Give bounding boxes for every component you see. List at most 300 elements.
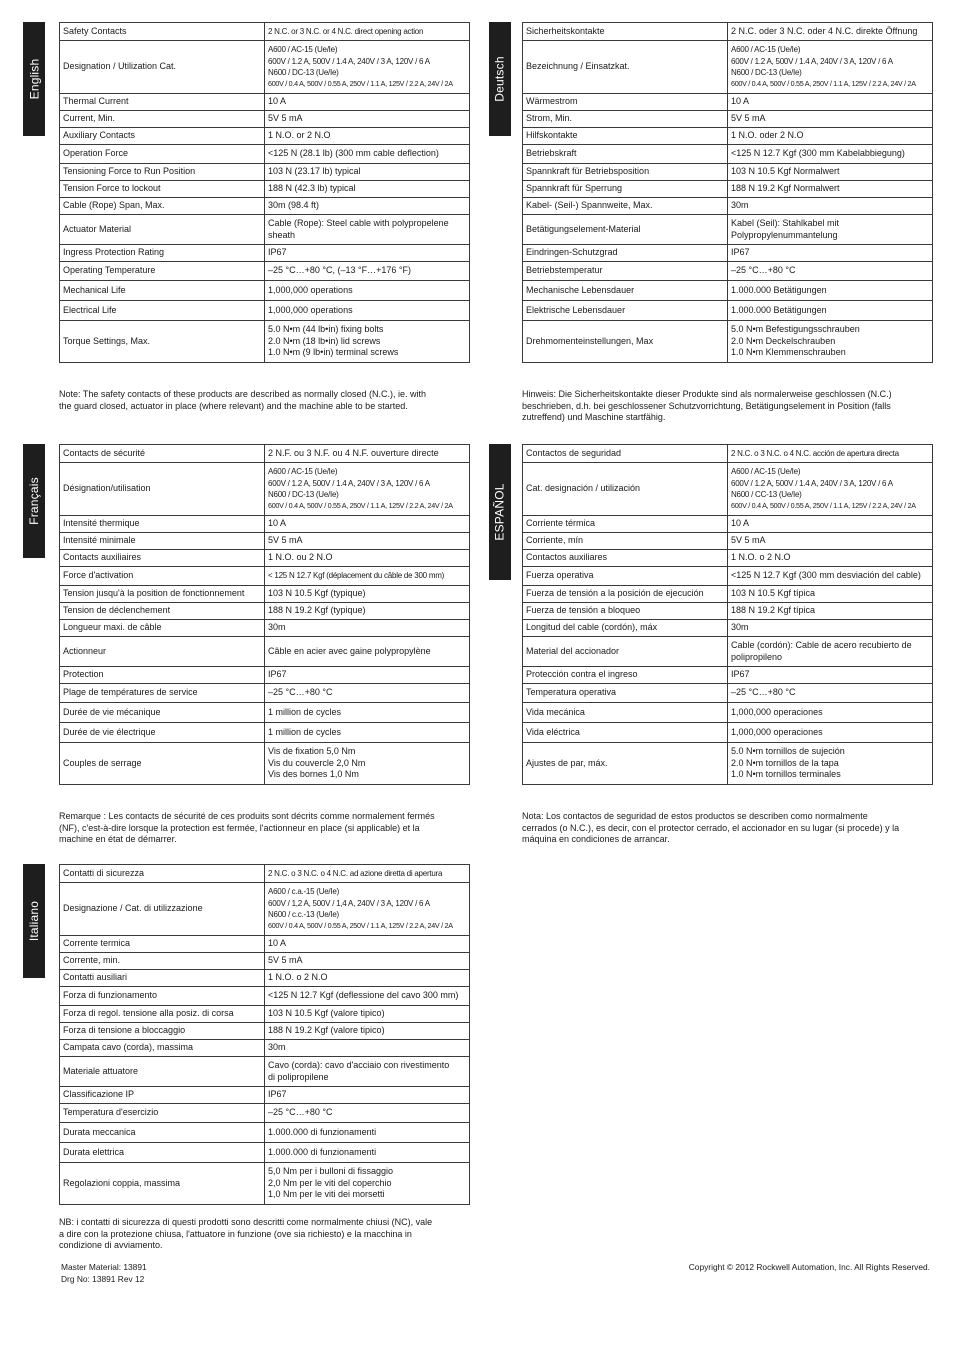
spec-value-line: 2 N.F. ou 3 N.F. ou 4 N.F. ouverture directe (268, 447, 439, 458)
spec-label: Forza di funzionamento (60, 987, 265, 1006)
spec-value-line: 30m (268, 622, 286, 633)
table-row (60, 953, 470, 970)
spec-value-line: 10 A (731, 518, 750, 529)
spec-label: Classificazione IP (60, 1087, 265, 1104)
spec-label: Designazione / Cat. di utilizzazione (60, 883, 265, 936)
spec-value (728, 723, 933, 743)
spec-value (265, 1143, 470, 1163)
table-row (60, 281, 470, 301)
table-row (60, 321, 470, 363)
table-row (60, 1006, 470, 1023)
spec-value (265, 301, 470, 321)
drawing-number: Drg No: 13891 Rev 12 (61, 1273, 145, 1284)
note-english (59, 389, 469, 412)
spec-value (265, 936, 470, 953)
tab-francais: Français (23, 444, 45, 558)
spec-value (728, 603, 933, 620)
table-row (60, 111, 470, 128)
spec-value (265, 1104, 470, 1123)
spec-label: Betätigungselement-Material (523, 215, 728, 245)
table-row (60, 301, 470, 321)
spec-label: Forza di tensione a bloccaggio (60, 1023, 265, 1040)
spec-value (728, 145, 933, 164)
spec-value-line: Vis de fixation 5,0 Nm (268, 746, 356, 757)
note-line: condizione di avviamento. (59, 1240, 163, 1250)
spec-value (265, 987, 470, 1006)
table-row (60, 723, 470, 743)
spec-label: Ajustes de par, máx. (523, 743, 728, 785)
spec-label: Durata meccanica (60, 1123, 265, 1143)
spec-value (728, 198, 933, 215)
table-row (60, 684, 470, 703)
spec-value-line: 600V / 0.4 A, 500V / 0.55 A, 250V / 1.1 A, 125V / 2.2 A, 24V / 2A (268, 921, 453, 931)
spec-value-line: –25 °C…+80 °C (268, 687, 333, 698)
spec-value (728, 550, 933, 567)
spec-label: Hilfskontakte (523, 128, 728, 145)
spec-value-line: 2,0 Nm per le viti del coperchio (268, 1177, 392, 1188)
spec-label: Vida mecánica (523, 703, 728, 723)
note-francais (59, 811, 469, 846)
spec-value-line: 600V / 1.2 A, 500V / 1.4 A, 240V / 3 A, 120V / 6 A (731, 56, 893, 66)
spec-value-line: 1 N.O. ou 2 N.O (268, 552, 333, 563)
spec-label: Cable (Rope) Span, Max. (60, 198, 265, 215)
spec-label: Temperatura d'esercizio (60, 1104, 265, 1123)
spec-value-line: N600 / DC-13 (Ue/Ie) (268, 490, 339, 499)
table-row (523, 463, 933, 516)
spec-label: Betriebstemperatur (523, 262, 728, 281)
spec-value (728, 516, 933, 533)
spec-value-line: A600 / AC-15 (Ue/Ie) (731, 467, 801, 477)
spec-value (265, 41, 470, 94)
spec-value (265, 637, 470, 667)
note-line: cerrados (o N.C.), es decir, con el protector cerrado, el accionador en su lugar (si procede) y la (522, 822, 900, 833)
spec-label: Contatti ausiliari (60, 970, 265, 987)
spec-value-line: 1 million de cycles (268, 706, 342, 717)
table-row (523, 41, 933, 94)
spec-value (265, 516, 470, 533)
table-row (60, 23, 470, 41)
spec-label: Campata cavo (corda), massima (60, 1040, 265, 1057)
spec-value-line: 1.000.000 Betätigungen (731, 284, 827, 295)
table-row (523, 637, 933, 667)
spec-value (265, 550, 470, 567)
spec-value-line: sheath (268, 229, 296, 240)
spec-label: Strom, Min. (523, 111, 728, 128)
table-row (60, 445, 470, 463)
spec-label: Ingress Protection Rating (60, 245, 265, 262)
spec-value (265, 865, 470, 883)
spec-value-line: Vis du couvercle 2,0 Nm (268, 757, 366, 768)
spec-value (728, 743, 933, 785)
spec-value-line: 600V / 0.4 A, 500V / 0.55 A, 250V / 1.1 A, 125V / 2.2 A, 24V / 2A (268, 79, 453, 89)
spec-value (728, 684, 933, 703)
spec-value (265, 1006, 470, 1023)
spec-label: Actuator Material (60, 215, 265, 245)
spec-value-line: IP67 (731, 669, 750, 680)
spec-label: Torque Settings, Max. (60, 321, 265, 363)
spec-value (265, 215, 470, 245)
spec-value-line: di polipropilene (268, 1071, 329, 1082)
spec-value-line: A600 / AC-15 (Ue/Ie) (268, 467, 338, 477)
spec-value-line: polipropileno (731, 651, 783, 662)
spec-value (265, 684, 470, 703)
note-line: Note: The safety contacts of these products are described as normally closed (N.C.), ie. with (59, 389, 427, 399)
spec-value-line: 5V 5 mA (731, 535, 766, 546)
spec-value (265, 445, 470, 463)
spec-label: Betriebskraft (523, 145, 728, 164)
spec-value-line: 188 N (42.3 lb) typical (268, 183, 356, 194)
spec-value-line: –25 °C…+80 °C (731, 265, 796, 276)
spec-value (265, 567, 470, 586)
spec-value-line: 30m (731, 622, 749, 633)
spec-value-line: <125 N (28.1 lb) (300 mm cable deflection) (268, 148, 439, 159)
spec-table (522, 444, 933, 785)
spec-label: Fuerza de tensión a la posición de ejecución (523, 586, 728, 603)
spec-value-line: 600V / 1,2 A, 500V / 1,4 A, 240V / 3 A, 120V / 6 A (268, 898, 430, 908)
spec-value-line: 600V / 1.2 A, 500V / 1.4 A, 240V / 3 A, 120V / 6 A (731, 478, 893, 488)
spec-value-line: IP67 (268, 1089, 287, 1100)
note-line: (NF), c'est-à-dire lorsque la protection est fermée, l'actionneur en place (si applicable) et la (59, 822, 420, 833)
spec-value (265, 1023, 470, 1040)
table-row (60, 1123, 470, 1143)
spec-value (265, 181, 470, 198)
table-row (60, 1163, 470, 1205)
table-row (523, 603, 933, 620)
spec-value-line: 1.0 N•m Klemmenschrauben (731, 347, 846, 358)
table-row (60, 1023, 470, 1040)
spec-value (728, 533, 933, 550)
spec-value-line: 103 N (23.17 lb) typical (268, 166, 361, 177)
spec-value-line: 1,000,000 operations (268, 284, 353, 295)
table-row (523, 620, 933, 637)
spec-value-line: –25 °C…+80 °C, (–13 °F…+176 °F) (268, 265, 411, 276)
spec-label: Corrente termica (60, 936, 265, 953)
spec-value (265, 883, 470, 936)
spec-value (728, 463, 933, 516)
table-row (60, 667, 470, 684)
spec-label: Longueur maxi. de câble (60, 620, 265, 637)
table-row (60, 550, 470, 567)
spec-label: Couples de serrage (60, 743, 265, 785)
spec-value (265, 1087, 470, 1104)
spec-value (265, 164, 470, 181)
spec-value (265, 1057, 470, 1087)
spec-value-line: Kabel (Seil): Stahlkabel mit (731, 218, 840, 229)
spec-value (728, 667, 933, 684)
table-row (523, 23, 933, 41)
spec-label: Auxiliary Contacts (60, 128, 265, 145)
spec-label: Fuerza operativa (523, 567, 728, 586)
table-row (523, 684, 933, 703)
spec-label: Corriente, mín (523, 533, 728, 550)
spec-label: Vida eléctrica (523, 723, 728, 743)
spec-value-line: 1 N.O. or 2 N.O (268, 130, 331, 141)
table-row (60, 703, 470, 723)
spec-label: Spannkraft für Sperrung (523, 181, 728, 198)
spec-value (265, 281, 470, 301)
table-row (60, 970, 470, 987)
master-material: Master Material: 13891 (61, 1262, 147, 1272)
spec-label: Protection (60, 667, 265, 684)
table-row (523, 301, 933, 321)
table-row (60, 620, 470, 637)
spec-table (59, 22, 470, 363)
spec-value (728, 586, 933, 603)
spec-label: Elektrische Lebensdauer (523, 301, 728, 321)
spec-value (728, 181, 933, 198)
table-row (523, 321, 933, 363)
spec-value-line: Cavo (corda): cavo d'acciaio con rivestimento (268, 1060, 450, 1071)
table-row (60, 865, 470, 883)
spec-label: Intensité thermique (60, 516, 265, 533)
spec-label: Electrical Life (60, 301, 265, 321)
table-row (60, 94, 470, 111)
spec-value (265, 128, 470, 145)
spec-value-line: 1,000,000 operations (268, 304, 353, 315)
spec-value-line: 103 N 10.5 Kgf (typique) (268, 588, 366, 599)
spec-label: Contatti di sicurezza (60, 865, 265, 883)
spec-label: Sicherheitskontakte (523, 23, 728, 41)
spec-table (522, 22, 933, 363)
spec-value-line: 600V / 0.4 A, 500V / 0.55 A, 250V / 1.1 A, 125V / 2.2 A, 24V / 2A (268, 501, 453, 511)
table-row (60, 567, 470, 586)
spec-label: Actionneur (60, 637, 265, 667)
table-row (523, 111, 933, 128)
spec-label: Mechanische Lebensdauer (523, 281, 728, 301)
spec-value-line: 10 A (268, 938, 287, 949)
spec-value (728, 111, 933, 128)
spec-value-line: <125 N 12.7 Kgf (300 mm Kabelabbiegung) (731, 148, 905, 159)
spec-value-line: 1 N.O. o 2 N.O (731, 552, 791, 563)
table-row (523, 550, 933, 567)
table-row (523, 215, 933, 245)
spec-value (265, 743, 470, 785)
table-row (60, 936, 470, 953)
spec-value-line: 1,000,000 operaciones (731, 706, 823, 717)
table-row (523, 445, 933, 463)
spec-label: Eindringen-Schutzgrad (523, 245, 728, 262)
spec-value-line: N600 / DC-13 (Ue/Ie) (731, 68, 802, 77)
spec-value-line: IP67 (268, 247, 287, 258)
spec-value (265, 321, 470, 363)
spec-value-line: 10 A (731, 96, 750, 107)
spec-value (728, 703, 933, 723)
spec-label: Current, Min. (60, 111, 265, 128)
spec-value-line: Vis des bornes 1,0 Nm (268, 769, 359, 780)
table-row (60, 215, 470, 245)
spec-value-line: 2 N.C. or 3 N.C. or 4 N.C. direct opening action (268, 26, 424, 36)
spec-label: Contactos de seguridad (523, 445, 728, 463)
spec-label: Tension Force to lockout (60, 181, 265, 198)
note-line: machine en état de démarrer. (59, 834, 177, 844)
table-row (60, 128, 470, 145)
table-row (523, 181, 933, 198)
spec-value-line: Cable (Rope): Steel cable with polypropelene (268, 218, 449, 229)
table-row (60, 164, 470, 181)
spec-value (728, 301, 933, 321)
table-row (523, 667, 933, 684)
spec-value (265, 23, 470, 41)
table-row (60, 516, 470, 533)
table-row (523, 516, 933, 533)
spec-value-line: 30m (268, 1042, 286, 1053)
spec-label: Tension de déclenchement (60, 603, 265, 620)
spec-value-line: 5V 5 mA (268, 535, 303, 546)
spec-value-line: 1.0 N•m (9 lb•in) terminal screws (268, 347, 399, 358)
table-row (60, 262, 470, 281)
table-row (60, 1143, 470, 1163)
spec-value-line: 1,0 Nm per le viti dei morsetti (268, 1189, 385, 1200)
table-row (60, 181, 470, 198)
spec-value (265, 1163, 470, 1205)
spec-value-line: N600 / DC-13 (Ue/Ie) (268, 68, 339, 77)
footer-left (61, 1262, 147, 1285)
spec-label: Mechanical Life (60, 281, 265, 301)
spec-value-line: 600V / 0.4 A, 500V / 0.55 A, 250V / 1.1 A, 125V / 2.2 A, 24V / 2A (731, 79, 916, 89)
spec-label: Contacts de sécurité (60, 445, 265, 463)
spec-value (265, 667, 470, 684)
spec-value-line: 103 N 10.5 Kgf típica (731, 588, 816, 599)
spec-value (265, 533, 470, 550)
spec-label: Cat. designación / utilización (523, 463, 728, 516)
spec-label: Safety Contacts (60, 23, 265, 41)
spec-value-line: <125 N 12.7 Kgf (300 mm desviación del cable) (731, 570, 921, 581)
spec-value-line: 103 N 10.5 Kgf Normalwert (731, 166, 840, 177)
spec-value-line: 30m (731, 200, 749, 211)
spec-label: Contactos auxiliares (523, 550, 728, 567)
table-row (60, 603, 470, 620)
note-line: Nota: Los contactos de seguridad de estos productos se describen como normalmente (522, 811, 868, 821)
note-line: Hinweis: Die Sicherheitskontakte dieser Produkte sind als normalerweise geschlossen (N.C.) (522, 389, 892, 399)
spec-value (265, 620, 470, 637)
spec-label: Kabel- (Seil-) Spannweite, Max. (523, 198, 728, 215)
spec-label: Operation Force (60, 145, 265, 164)
spec-table (59, 444, 470, 785)
spec-label: Tension jusqu'à la position de fonctionnement (60, 586, 265, 603)
spec-value-line: 2.0 N•m (18 lb•in) lid screws (268, 335, 381, 346)
table-row (523, 281, 933, 301)
table-row (60, 743, 470, 785)
spec-value-line: N600 / CC-13 (Ue/Ie) (731, 490, 802, 499)
table-row (60, 1104, 470, 1123)
spec-value (728, 41, 933, 94)
spec-value-line: < 125 N 12.7 Kgf (déplacement du câble de 300 mm) (268, 571, 445, 581)
spec-value-line: 5V 5 mA (268, 955, 303, 966)
table-row (523, 94, 933, 111)
spec-value-line: 5.0 N•m (44 lb•in) fixing bolts (268, 324, 384, 335)
spec-value (265, 1123, 470, 1143)
spec-value (265, 723, 470, 743)
spec-value (728, 321, 933, 363)
spec-value-line: N600 / c.c.-13 (Ue/Ie) (268, 910, 339, 919)
spec-value (728, 567, 933, 586)
spec-value-line: 188 N 19.2 Kgf Normalwert (731, 183, 840, 194)
spec-label: Plage de températures de service (60, 684, 265, 703)
spec-value (728, 215, 933, 245)
table-row (523, 723, 933, 743)
spec-label: Désignation/utilisation (60, 463, 265, 516)
table-row (60, 987, 470, 1006)
spec-value-line: 5,0 Nm per i bulloni di fissaggio (268, 1166, 394, 1177)
spec-value-line: 2 N.C. o 3 N.C. o 4 N.C. ad azione diretta di apertura (268, 868, 443, 878)
spec-value (728, 164, 933, 181)
spec-value (265, 262, 470, 281)
spec-value (728, 620, 933, 637)
spec-label: Durée de vie mécanique (60, 703, 265, 723)
spec-value-line: 5V 5 mA (268, 113, 303, 124)
spec-value (265, 463, 470, 516)
spec-table (59, 864, 470, 1205)
spec-value-line: 600V / 1.2 A, 500V / 1.4 A, 240V / 3 A, 120V / 6 A (268, 478, 430, 488)
note-line: máquina en condiciones de arrancar. (522, 834, 670, 844)
spec-label: Drehmomenteinstellungen, Max (523, 321, 728, 363)
spec-value (728, 94, 933, 111)
note-line: a dire con la protezione chiusa, l'attuatore in funzione (ove sia richiesto) e la macchina in (59, 1228, 412, 1239)
spec-label: Contacts auxiliaires (60, 550, 265, 567)
spec-label: Corriente térmica (523, 516, 728, 533)
spec-value-line: 1 N.O. oder 2 N.O (731, 130, 804, 141)
spec-value-line: –25 °C…+80 °C (268, 1107, 333, 1118)
tab-english: English (23, 22, 45, 136)
spec-value (728, 128, 933, 145)
table-row (523, 198, 933, 215)
spec-value-line: 2.0 N•m Deckelschrauben (731, 335, 836, 346)
table-row (60, 1040, 470, 1057)
table-row (523, 245, 933, 262)
spec-value-line: 1 million de cycles (268, 726, 342, 737)
spec-label: Material del accionador (523, 637, 728, 667)
spec-value-line: 2 N.C. oder 3 N.C. oder 4 N.C. direkte Öffnung (731, 25, 918, 36)
table-row (523, 128, 933, 145)
table-row (60, 1087, 470, 1104)
spec-value-line: 600V / 1.2 A, 500V / 1.4 A, 240V / 3 A, 120V / 6 A (268, 56, 430, 66)
table-row (523, 145, 933, 164)
spec-value-line: IP67 (268, 669, 287, 680)
table-row (60, 637, 470, 667)
spec-value-line: IP67 (731, 247, 750, 258)
spec-value (265, 970, 470, 987)
spec-value (265, 953, 470, 970)
tab-italiano: Italiano (23, 864, 45, 978)
spec-value-line: 2.0 N•m tornillos de la tapa (731, 757, 839, 768)
spec-value-line: Câble en acier avec gaine polypropylène (268, 645, 431, 656)
spec-value-line: 188 N 19.2 Kgf típica (731, 605, 816, 616)
spec-value-line: Polypropylenummantelung (731, 229, 838, 240)
spec-value-line: 188 N 19.2 Kgf (valore tipico) (268, 1025, 385, 1036)
spec-value-line: 5.0 N•m Befestigungsschrauben (731, 324, 860, 335)
spec-value (265, 703, 470, 723)
note-line: the guard closed, actuator in place (where relevant) and the machine able to be started. (59, 400, 408, 411)
spec-value (728, 445, 933, 463)
table-row (523, 262, 933, 281)
spec-value-line: 1.000.000 di funzionamenti (268, 1126, 377, 1137)
table-row (60, 533, 470, 550)
table-row (523, 164, 933, 181)
spec-value-line: 1.000.000 di funzionamenti (268, 1146, 377, 1157)
table-row (523, 533, 933, 550)
spec-label: Durée de vie électrique (60, 723, 265, 743)
spec-value-line: 10 A (268, 96, 287, 107)
table-row (60, 41, 470, 94)
table-row (523, 567, 933, 586)
note-line: NB: i contatti di sicurezza di questi prodotti sono descritti come normalmente chiusi (NC), vale (59, 1217, 433, 1227)
spec-value-line: 1,000,000 operaciones (731, 726, 823, 737)
note-line: beschrieben, d.h. bei geschlossener Schutzvorrichtung, Betätigungselement in Position (falls (522, 400, 891, 411)
copyright: Copyright © 2012 Rockwell Automation, Inc. All Rights Reserved. (688, 1262, 930, 1272)
table-row (60, 463, 470, 516)
table-row (60, 1057, 470, 1087)
spec-value (728, 637, 933, 667)
